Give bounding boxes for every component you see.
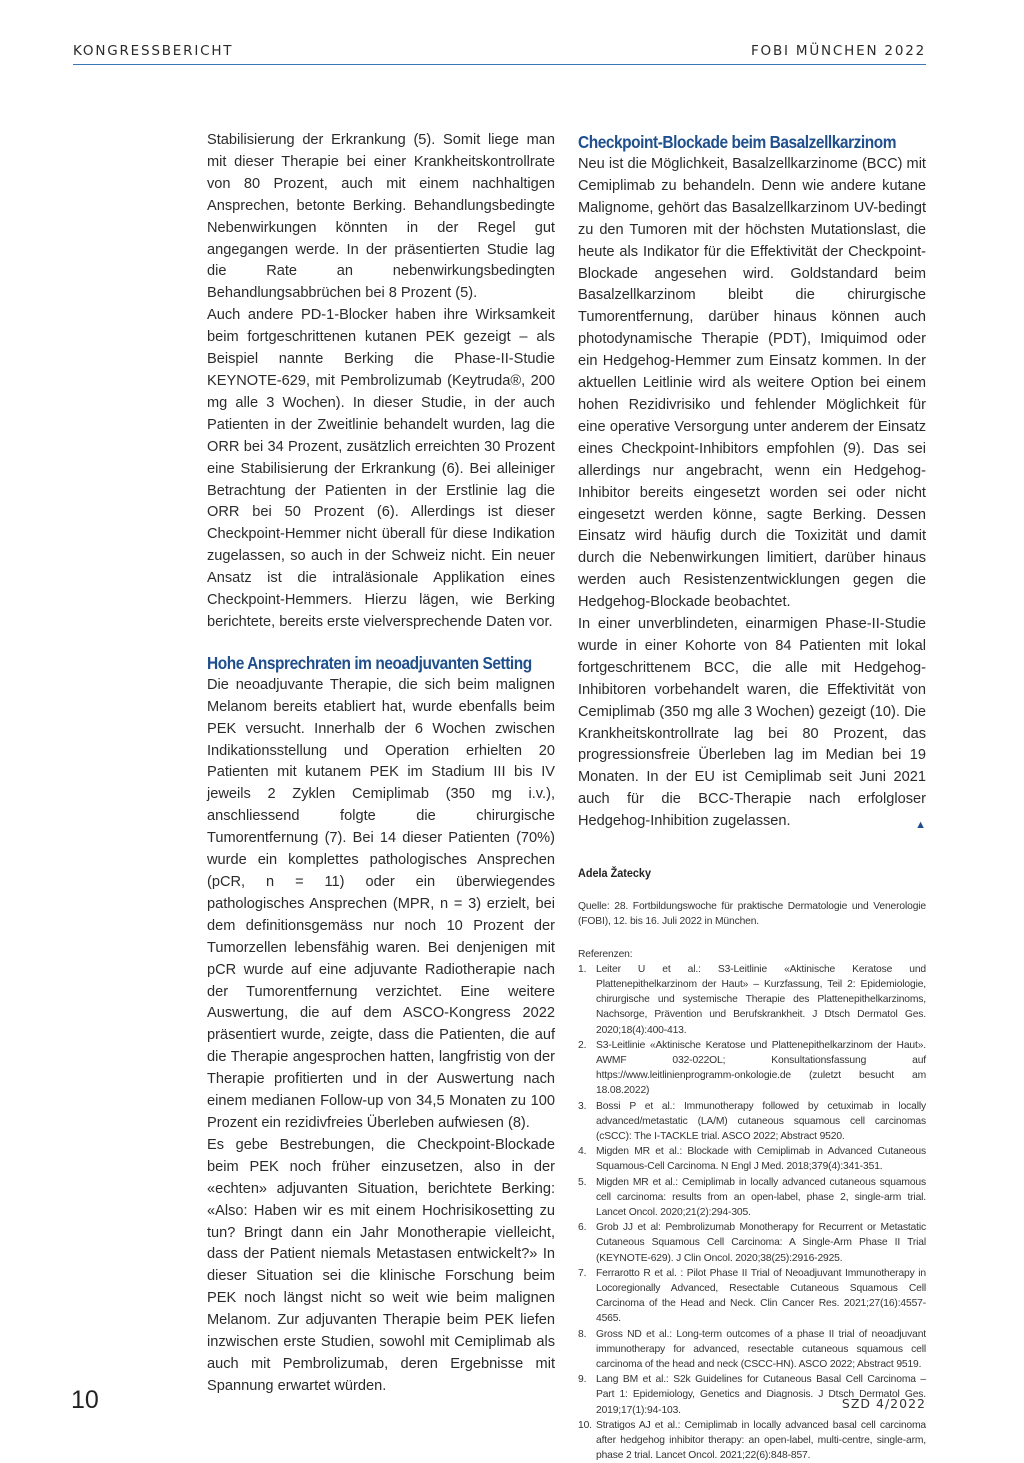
reference-number: 10. — [578, 1419, 592, 1431]
header-rule — [73, 64, 926, 65]
reference-item — [578, 1099, 926, 1145]
reference-text: Ferrarotto R et al. : Pilot Phase II Trial of Neoadjuvant Immunotherapy in Locoregionally Advanced, Resectable Cutaneous Squamous Cell Carcinoma of the Head and Neck. Clin Cancer Res. 2021;27(16):4557-4565. — [596, 1267, 926, 1325]
paragraph: Es gebe Bestrebungen, die Checkpoint-Blockade beim PEK noch früher einzusetzen, also in der «echten» adjuvanten Situation, berichtete Berking: «Also: Haben wir es mit einem Hochrisikosetting zu tun? Bringt dann ein Jahr Monotherapie vielleicht, dass der Patient niemals Metastasen entwickelt?» In dieser Situation sei die klinische Forschung beim PEK noch längst nicht so weit wie beim malignen Melanom. Zur adjuvanten Therapie beim PEK liefen inzwischen erste Studien, sowohl mit Cemiplimab als auch mit Pembrolizumab, deren Ergebnisse mit Spannung erwartet würden. — [207, 1136, 555, 1394]
reference-text: Stratigos AJ et al.: Cemiplimab in locally advanced basal cell carcinoma after hedgehog inhibitor therapy: an open-label, multi-centre, single-arm, phase 2 trial. Lancet Oncol. 2021;22(6):848-857. — [596, 1419, 926, 1462]
reference-number: 3. — [578, 1100, 587, 1112]
running-header-event: FOBI MÜNCHEN 2022 — [750, 43, 926, 59]
source-note: Quelle: 28. Fortbildungswoche für praktische Dermatologie und Venerologie (FOBI), 12. bis 16. Juli 2022 in München. — [578, 901, 926, 928]
reference-text: Grob JJ et al: Pembrolizumab Monotherapy for Recurrent or Metastatic Cutaneous Squamous Cell Carcinoma: A Single-Arm Phase II Trial (KEYNOTE-629). J Clin Oncol. 2020;38(25):2916-2925. — [596, 1222, 926, 1264]
reference-item — [578, 1418, 926, 1463]
reference-item — [578, 1266, 926, 1327]
reference-number: 6. — [578, 1222, 587, 1234]
author-name: Adela Žatecky — [578, 866, 651, 881]
references-list — [578, 962, 926, 1463]
reference-text: Gross ND et al.: Long-term outcomes of a phase II trial of neoadjuvant immunotherapy for advanced, resectable cutaneous squamous cell carcinoma of the head and neck (CSCC-HN). ASCO 2022; Abstract 9519. — [596, 1328, 926, 1370]
section-heading: Checkpoint-Blockade beim Basalzellkarzinom — [578, 132, 897, 152]
left-column — [207, 130, 555, 1398]
page-number: 10 — [71, 1386, 99, 1414]
reference-text: Bossi P et al.: Immunotherapy followed by cetuximab in locally advanced/metastatic (LA/M) cutaneous squamous cell carcinomas (cSCC): The I-TACKLE trial. ASCO 2022; Abstract 9520. — [596, 1100, 926, 1142]
reference-text: Leiter U et al.: S3-Leitlinie «Aktinische Keratose und Plattenepithelkarzinom der Haut» – Kurzfassung, Teil 2: Epidemiologie, chirurgische und systemische Therapie des Plattenepithelkarzinoms, Nachsorge, Prävention und Berufskrankheit. J Dtsch Dermatol Ges. 2020;18(4):400-413. — [596, 963, 926, 1036]
reference-number: 2. — [578, 1039, 587, 1051]
reference-item — [578, 1220, 926, 1266]
reference-number: 4. — [578, 1146, 587, 1158]
reference-text: Migden MR et al.: Cemiplimab in locally advanced cutaneous squamous cell carcinoma: results from an open-label, phase 2, single-arm trial. Lancet Oncol. 2020;21(2):294-305. — [596, 1176, 926, 1218]
reference-number: 1. — [578, 963, 587, 975]
last-paragraph-wrap — [578, 614, 926, 833]
reference-number: 9. — [578, 1374, 587, 1386]
reference-number: 8. — [578, 1328, 587, 1340]
reference-item — [578, 962, 926, 1038]
section-heading: Hohe Ansprechraten im neoadjuvanten Setting — [207, 652, 532, 673]
running-header-section: KONGRESSBERICHT — [73, 43, 234, 59]
reference-text: Lang BM et al.: S2k Guidelines for Cutaneous Basal Cell Carcinoma – Part 1: Epidemiology, Genetics and Diagnosis. J Dtsch Dermatol Ges. 2019;17(1):94-103. — [596, 1374, 926, 1416]
paragraph: Neu ist die Möglichkeit, Basalzellkarzinome (BCC) mit Cemiplimab zu behandeln. Denn wie andere kutane Malignome, gehört das Basalzellkarzinom UV-bedingt zu den Tumoren mit der höchsten Mutationslast, die heute als Indikator für die Effektivität der Checkpoint-Blockade angesehen wird. Goldstandard beim Basalzellkarzinom bleibt die chirurgische Tumorentfernung, darüber hinaus können auch photodynamische Therapie (PDT), Imiquimod oder ein Hedgehog-Hemmer zum Einsatz kommen. In der aktuellen Leitlinie wird als weitere Option bei einem hohen Rezidivrisiko und fehlender Möglichkeit für eine operative Versorgung unter anderem der Einsatz eines Checkpoint-Inhibitors empfohlen (9). Das sei allerdings nur angebracht, wenn ein Hedgehog-Inhibitor bereits eingesetzt worden sei oder nicht eingesetzt werden könne, sagte Berking. Dessen Einsatz wird häufig durch die Toxizität und damit durch die Nebenwirkungen limitiert, darüber hinaus werden auch Resistenzentwicklungen gegen die Hedgehog-Blockade beobachtet. — [578, 156, 926, 611]
paragraph: Auch andere PD-1-Blocker haben ihre Wirksamkeit beim fortgeschrittenen kutanen PEK gezeigt – als Beispiel nannte Berking die Phase-II-Studie KEYNOTE-629, mit Pembrolizumab (Keytruda®, 200 mg alle 3 Wochen). In dieser Studie, in der auch Patienten in der Zweitlinie behandelt wurden, lag die ORR bei 34 Prozent, zusätzlich erreichten 30 Prozent eine Stabilisierung der Erkrankung (6). Bei alleiniger Betrachtung der Patienten in der Erstlinie lag die ORR bei 50 Prozent (6). Allerdings ist dieser Checkpoint-Hemmer nicht überall für diese Indikation zugelassen, so auch in der Schweiz nicht. Ein neuer Ansatz ist die intraläsionale Applikation eines Checkpoint-Hemmers. Hierzu lägen, wie Berking berichtete, bereits erste vielversprechende Daten vor. — [207, 307, 555, 630]
reference-number: 7. — [578, 1267, 587, 1279]
right-column — [578, 130, 926, 1463]
reference-item — [578, 1038, 926, 1099]
issue-label: SZD 4/2022 — [841, 1396, 926, 1411]
references-title: Referenzen: — [578, 948, 633, 960]
reference-item — [578, 1175, 926, 1221]
paragraph: Die neoadjuvante Therapie, die sich beim malignen Melanom bereits etabliert hat, wurde ebenfalls beim PEK versucht. Innerhalb der 6 Wochen zwischen Indikationsstellung und Operation erhielten 20 Patienten mit kutanem PEK im Stadium III bis IV jeweils 2 Zyklen Cemiplimab (350 mg i.v.), anschliessend folgte die chirurgische Tumorentfernung (7). Bei 14 dieser Patienten (70%) wurde ein komplettes pathologisches Ansprechen (pCR, n = 11) oder ein überwiegendes pathologisches Ansprechen (MPR, n = 3) erzielt, bei dem definitionsgemäss nur noch 10 Prozent der Tumorzellen lebensfähig waren. Bei denjenigen mit pCR wurde auf eine adjuvante Radiotherapie nach der Tumorentfernung verzichtet. Eine weitere Auswertung, die auf dem ASCO-Kongress 2022 präsentiert wurde, zeigte, dass die Patienten, die auf die Therapie angesprochen hatten, langfristig von der Therapie profitierten und in der Auswertung nach einem medianen Follow-up von 34,5 Monaten zu 100 Prozent ein rezidivfreies Überleben aufwiesen (8). — [207, 676, 555, 1131]
reference-text: Migden MR et al.: Blockade with Cemiplimab in Advanced Cutaneous Squamous-Cell Carcinoma. N Engl J Med. 2018;379(4):341-351. — [596, 1146, 926, 1173]
paragraph: Stabilisierung der Erkrankung (5). Somit liege man mit dieser Therapie bei einer Krankheitskontrollrate von 80 Prozent, auch mit einem nachhaltigen Ansprechen, betonte Berking. Behandlungsbedingte Nebenwirkungen könnten in der Regel gut angegangen werde. In der präsentierten Studie lag die Rate an nebenwirkungsbedingten Behandlungsabbrüchen bei 8 Prozent (5). — [207, 132, 555, 302]
reference-text: S3-Leitlinie «Aktinische Keratose und Plattenepithelkarzinom der Haut». AWMF 032-022OL; Konsultationsfassung auf https://www.leitlinienprogramm-onkologie.de (zuletzt besucht am 18.08.2022) — [596, 1039, 926, 1097]
reference-item — [578, 1144, 926, 1174]
reference-item — [578, 1327, 926, 1373]
paragraph: In einer unverblindeten, einarmigen Phase-II-Studie wurde in einer Kohorte von 84 Patienten mit lokal fortgeschrittenem BCC, die alle mit Hedgehog-Inhibitoren vorbehandelt waren, die Effektivität von Cemiplimab (350 mg alle 3 Wochen) gezeigt (10). Die Krankheitskontrollrate lag bei 80 Prozent, das progressionsfreie Überleben lag im Median bei 19 Monaten. In der EU ist Cemiplimab seit Juni 2021 auch für die BCC-Therapie nach erfolgloser Hedgehog-Inhibition zugelassen. — [578, 616, 926, 830]
end-of-article-icon: ▲ — [915, 819, 926, 832]
reference-number: 5. — [578, 1176, 587, 1188]
